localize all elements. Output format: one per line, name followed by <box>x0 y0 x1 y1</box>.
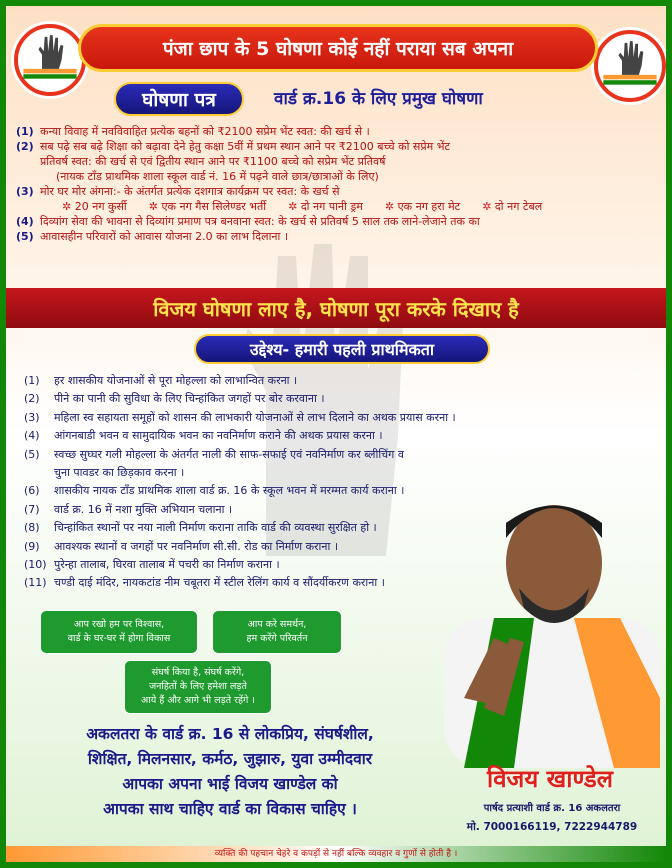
list-item: (2) सब पढ़े सब बढ़े शिक्षा को बढ़ावा देने हेतु कक्षा 5वीं में प्रथम स्थान आने पर ₹2100 बच्चे को सप्रेम भेंट <box>16 140 450 153</box>
list-item: (3) मोर घर मोर अंगना:- के अंतर्गत प्रत्येक दशगात्र कार्यक्रम पर स्वत: के खर्च से <box>16 185 340 198</box>
top-banner <box>78 24 598 72</box>
asterisk-icon: ✲ <box>482 200 495 213</box>
congress-hand-logo-left-icon <box>14 24 86 96</box>
list-item: (8) चिन्हांकित स्थानों पर नया नाली निर्माण कराना ताकि वार्ड की व्यवस्था सुरक्षित हो । <box>24 521 377 535</box>
chip: ✲ दो नग टेबल <box>482 200 543 213</box>
chip: ✲ एक नग हरा मेट <box>384 200 461 213</box>
list-item: (7) वार्ड क्र. 16 में नशा मुक्ति अभियान चलाना । <box>24 502 233 516</box>
asterisk-icon: ✲ <box>288 200 301 213</box>
list-item: (6) शासकीय नायक टाँड प्राथमिक शाला वार्ड क्र. 16 के स्कूल भवन में मरम्मत कार्य कराना । <box>24 484 405 498</box>
list-item-continuation: चुना पावडर का छिड़काव करना । <box>54 466 185 480</box>
list-item: (5) स्वच्छ सुघ्घर गली मोहल्ला के अंतर्गत नाली की साफ-सफाई एवं नवनिर्माण कर ब्लीचिंग व <box>24 447 404 461</box>
chip: ✲ एक नग गैस सिलेण्डर भर्ती <box>148 200 267 213</box>
candidate-photo <box>424 468 660 768</box>
objectives-heading: उद्देश्य- हमारी पहली प्राथमिकता <box>194 334 490 364</box>
list-item: (4) दिव्यांग सेवा की भावना से दिव्यांग प्रमाण पत्र बनवाना स्वत: के खर्च से प्रतिवर्ष 5 साल तक लाने-लेजाने तक का <box>16 215 480 228</box>
appeal-text: अकलतरा के वार्ड क्र. 16 से लोकप्रिय, संघर्षशील, शिक्षित, मिलनसार, कर्मठ, जुझारु, युवा उम्मीदवार आपका अपना भाई विजय खाण्डेल को आपका साथ चाहिए वार्ड का विकास चाहिए । <box>86 725 374 818</box>
list-item: (11) चण्डी दाई मंदिर, नायकटांड नीम चबूतरा में स्टील रेलिंग कार्य व सौंदर्यीकरण कराना । <box>24 576 385 590</box>
list-item: (2) पीने का पानी की सुविधा के लिए चिन्हांकित जगहों पर बोर करवाना । <box>24 392 325 406</box>
candidate-name: विजय खाण्डेल <box>486 765 613 793</box>
list-item: (10) पुरेन्हा तालाब, घिरवा तालाब में पचरी का निर्माण कराना । <box>24 558 280 572</box>
announcement-list <box>16 124 656 244</box>
list-item-note: (नायक टाँड प्राथमिक शाला स्कूल वार्ड नं. 16 में पढ़ने वाले छात्र/छात्राओं के लिए) <box>56 170 379 183</box>
list-item: (1) कन्या विवाह में नवविवाहित प्रत्येक बहनों को ₹2100 सप्रेम भेंट स्वत: की खर्च से । <box>16 125 370 138</box>
vijay-banner <box>6 288 666 328</box>
footer-quote: व्यक्ति की पहचान चेहरे व कपड़ों से नहीं बल्कि व्यवहार व गुणों से होती है । <box>6 846 666 862</box>
list-item: (1) हर शासकीय योजनाओं से पूरा मोहल्ला को लाभान्वित करना । <box>24 374 298 387</box>
congress-hand-logo-right-icon <box>594 30 666 102</box>
ward-heading: वार्ड क्र.16 के लिए प्रमुख घोषणा <box>274 89 483 109</box>
top-banner-text: पंजा छाप के 5 घोषणा कोई नहीं पराया सब अपना <box>162 38 514 60</box>
candidate-designation: पार्षद प्रत्याशी वार्ड क्र. 16 अकलतरा <box>483 803 621 814</box>
list-item: (4) आंगनबाडी भवन व सामुदायिक भवन का नवनिर्माण कराने की अथक प्रयास करना । <box>24 429 383 443</box>
vijay-banner-text: विजय घोषणा लाए है, घोषणा पूरा करके दिखाए है <box>153 296 519 321</box>
list-item: (3) महिला स्व सहायता समूहों को शासन की लाभकारी योजनाओं से लाभ दिलाने का अथक प्रयास करना । <box>24 410 456 424</box>
asterisk-icon: ✲ <box>62 200 75 213</box>
chip: ✲ दो नग पानी ड्रम <box>288 200 363 213</box>
item-chips <box>16 199 656 214</box>
chip: ✲ 20 नग कुर्सी <box>62 200 127 213</box>
candidate-phone: मो. 7000166119, 7222944789 <box>466 821 638 833</box>
slogan-box-trust: आप रखो हम पर विश्वास, वार्ड के घर-घर में होगा विकास <box>40 610 198 654</box>
list-item: (9) आवश्यक स्थानों व जगहों पर नवनिर्माण सी.सी. रोड का निर्माण कराना । <box>24 539 339 553</box>
slogan-box-struggle: संघर्ष किया है, संघर्ष करेंगे, जनहितों के लिए हमेशा लड़ते आये हैं और आगे भी लड़ते रहेंगे । <box>124 660 272 714</box>
list-item: (5) आवासहीन परिवारों को आवास योजना 2.0 का लाभ दिलाना । <box>16 230 289 243</box>
asterisk-icon: ✲ <box>148 200 162 213</box>
asterisk-icon: ✲ <box>384 200 398 213</box>
slogan-box-support: आप करे समर्थन, हम करेंगे परिवर्तन <box>212 610 342 654</box>
list-item-continuation: प्रतिवर्ष स्वत: की खर्च से एवं द्वितीय स्थान आने पर ₹1100 बच्चे को सप्रेम भेंट प्रतिवर्ष <box>40 155 386 168</box>
ghoshna-patra-badge: घोषणा पत्र <box>114 82 244 116</box>
